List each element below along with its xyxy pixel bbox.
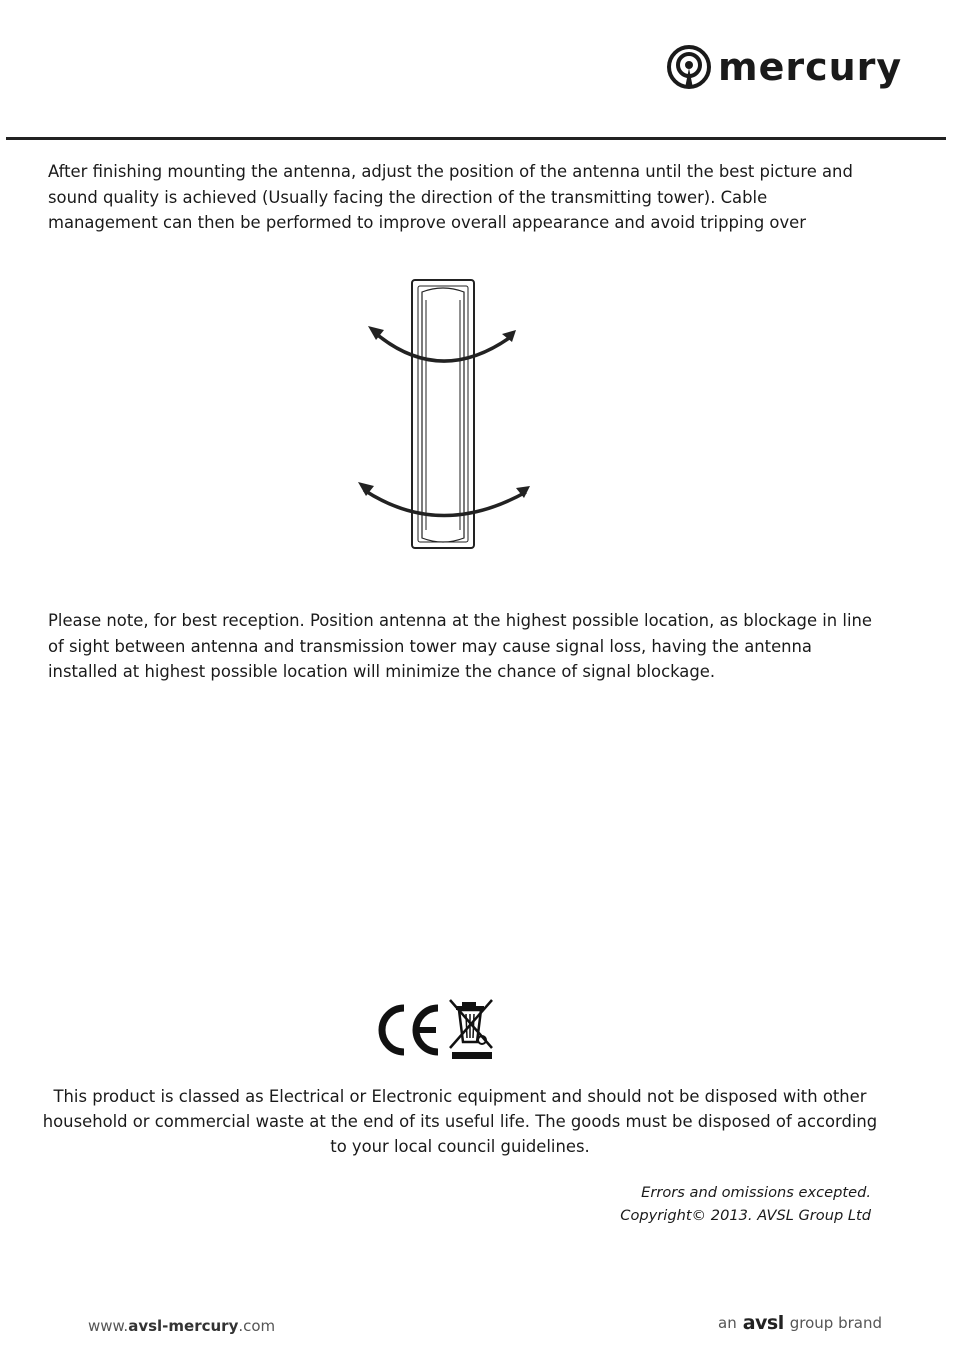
mercury-logo-icon: [666, 44, 712, 90]
weee-disposal-notice: [40, 1084, 880, 1159]
weee-bin-icon: [444, 996, 504, 1062]
antenna-rotation-illustration: [350, 270, 550, 564]
brand-prefix: an: [718, 1314, 737, 1332]
weee-line-3: to your local council guidelines.: [330, 1137, 590, 1156]
weee-line-2: household or commercial waste at the end of its useful life. The goods must be disposed of according: [42, 1112, 878, 1131]
brand-name: mercury: [718, 45, 903, 89]
mounting-adjustment-paragraph: After finishing mounting the antenna, adjust the position of the antenna until the best picture and sound quality is achieved (Usually facing the direction of the transmitting tower). Cable management can then be performed to improve overall appearance and avoid tripping over: [48, 162, 853, 232]
footer-website: [88, 1317, 275, 1335]
compliance-marks: [372, 996, 504, 1062]
reception-note-paragraph: Please note, for best reception. Position antenna at the highest possible location, as blockage in line of sight between antenna and transmission tower may cause signal loss, having the antenna installed at highest possible location will minimize the chance of signal blockage.: [48, 611, 872, 681]
avsl-logo: avsl: [742, 1312, 784, 1334]
errors-note: Errors and omissions excepted.: [641, 1184, 871, 1201]
legal-notice: [620, 1181, 871, 1227]
footer-group-brand: [718, 1312, 882, 1334]
copyright-note: Copyright© 2013. AVSL Group Ltd: [620, 1207, 871, 1224]
ce-mark-icon: [372, 996, 444, 1062]
url-domain: avsl-mercury: [128, 1317, 239, 1335]
mercury-logo: [666, 44, 902, 90]
url-prefix: www.: [88, 1317, 129, 1335]
brand-suffix: group brand: [789, 1314, 882, 1332]
header-divider: [6, 137, 946, 140]
url-suffix: .com: [238, 1317, 276, 1335]
weee-line-1: This product is classed as Electrical or Electronic equipment and should not be disposed with other: [53, 1087, 867, 1106]
